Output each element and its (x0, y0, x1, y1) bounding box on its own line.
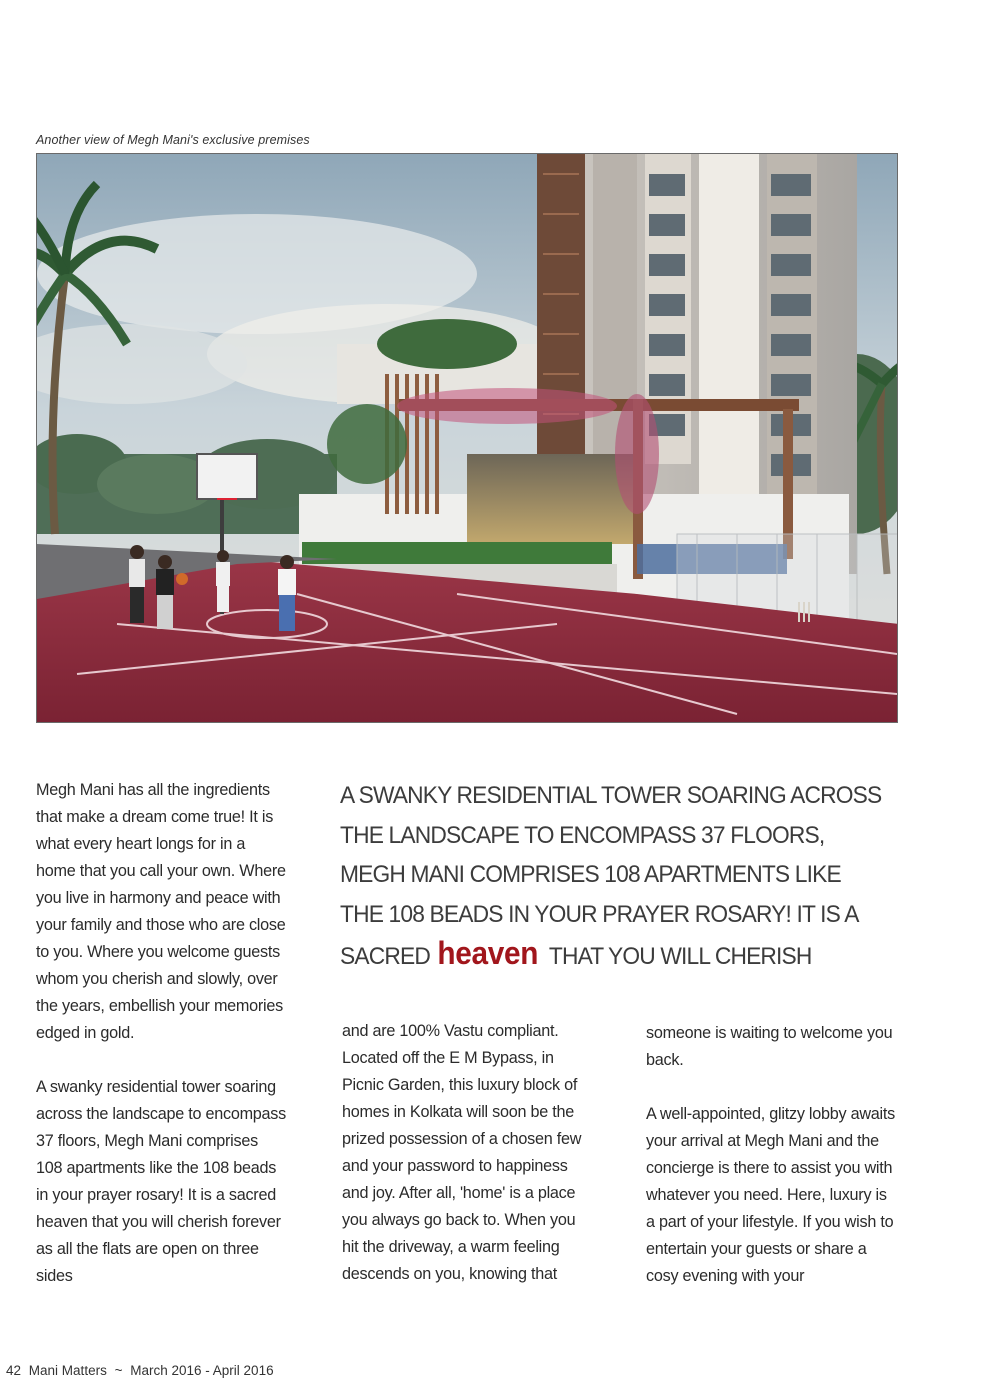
article-column-3 (646, 1020, 898, 1290)
pull-quote (340, 776, 882, 977)
pull-quote-line: MEGH MANI COMPRISES 108 APARTMENTS LIKE (340, 861, 841, 888)
pull-quote-line: THE 108 BEADS IN YOUR PRAYER ROSARY! IT IS A (340, 900, 859, 928)
pull-quote-text: THAT YOU WILL CHERISH (548, 943, 812, 970)
paragraph: A well-appointed, glitzy lobby awaits your arrival at Megh Mani and the concierge is there to assist you with whatever you need. Here, luxury is a part of your lifestyle. If you wish to entertain your guests or share a cosy evening with your (646, 1105, 895, 1285)
building-illustration (37, 154, 898, 723)
pull-quote-line (340, 934, 879, 977)
paragraph: someone is waiting to welcome you back. (646, 1024, 893, 1069)
publication-name: Mani Matters (28, 1363, 107, 1378)
page-footer (6, 1363, 278, 1378)
footer-separator: ~ (114, 1363, 123, 1378)
article-column-2 (342, 1018, 592, 1288)
pull-quote-line: THE LANDSCAPE TO ENCOMPASS 37 FLOORS, (340, 821, 825, 849)
article-column-1 (36, 777, 288, 1290)
issue-date: March 2016 - April 2016 (130, 1363, 274, 1378)
pull-quote-highlight: heaven (437, 935, 539, 971)
paragraph: Megh Mani has all the ingredients that make a dream come true! It is what every heart longs for in a home that you call your own. Where you live in harmony and peace with your family and those who are close to you. Where you welcome guests whom you cherish and slowly, over the years, embellish your memories edged in gold. (36, 781, 286, 1042)
pull-quote-text: SACRED (340, 943, 430, 970)
paragraph: and are 100% Vastu compliant. Located off the E M Bypass, in Picnic Garden, this luxury block of homes in Kolkata will soon be the prized possession of a chosen few and your password to happiness and joy. After all, 'home' is a place you always go back to. When you hit the driveway, a warm feeling descends on you, knowing that (342, 1022, 582, 1283)
paragraph: A swanky residential tower soaring across the landscape to encompass 37 floors, Megh Mani comprises 108 apartments like the 108 beads in your prayer rosary! It is a sacred heaven that you will cherish forever as all the flats are open on three sides (36, 1078, 286, 1285)
photo-caption: Another view of Megh Mani's exclusive premises (36, 133, 310, 147)
building-photo (36, 153, 898, 723)
pull-quote-line: A SWANKY RESIDENTIAL TOWER SOARING ACROSS (340, 782, 882, 809)
page-number: 42 (6, 1363, 22, 1378)
